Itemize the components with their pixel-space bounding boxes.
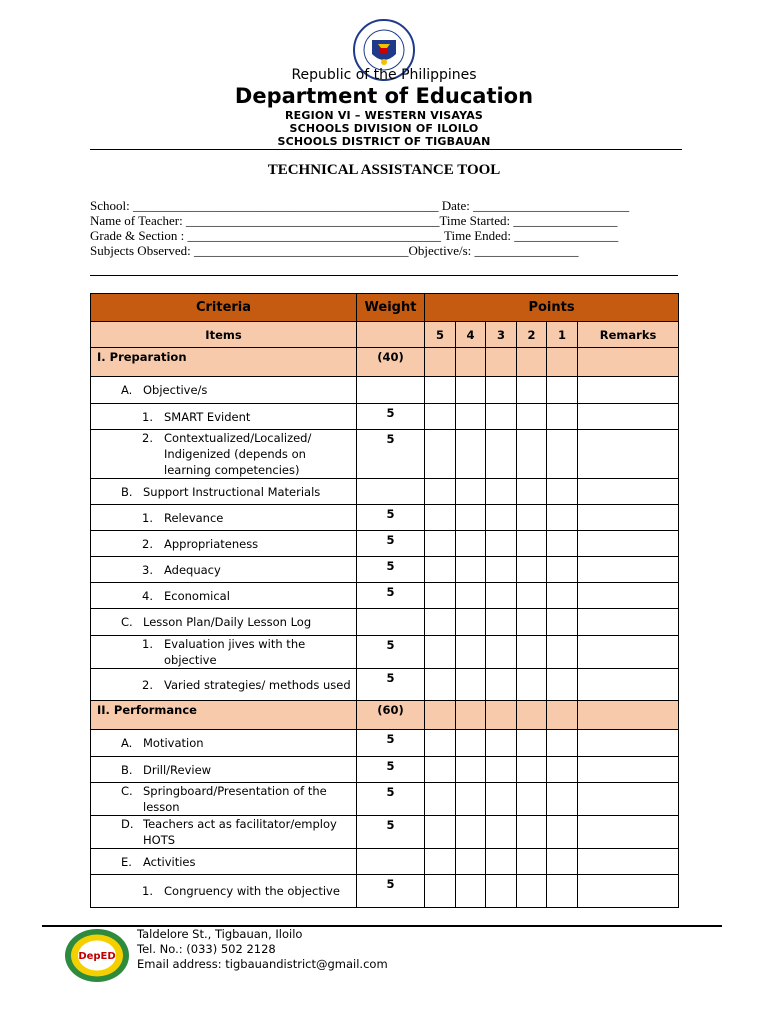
- score-cell[interactable]: [425, 583, 456, 609]
- score-cell[interactable]: [517, 783, 547, 816]
- remarks-cell[interactable]: [578, 783, 679, 816]
- score-cell[interactable]: [517, 348, 547, 377]
- footer-address: Taldelore St., Tigbauan, Iloilo: [137, 927, 303, 941]
- score-cell[interactable]: [517, 377, 547, 404]
- remarks-cell[interactable]: [578, 557, 679, 583]
- score-cell[interactable]: [456, 636, 486, 669]
- score-cell[interactable]: [547, 875, 578, 908]
- score-cell[interactable]: [486, 377, 517, 404]
- score-cell[interactable]: [517, 430, 547, 479]
- score-cell[interactable]: [425, 609, 456, 636]
- fields-divider: [90, 275, 678, 276]
- item-label: Support Instructional Materials: [143, 484, 321, 499]
- division-heading: SCHOOLS DIVISION OF ILOILO: [289, 122, 479, 135]
- item-weight: [357, 849, 425, 875]
- score-cell[interactable]: [547, 730, 578, 757]
- table-row: [91, 531, 679, 557]
- table-header-row: [91, 294, 679, 322]
- score-cell[interactable]: [456, 669, 486, 701]
- score-cell[interactable]: [456, 701, 486, 730]
- score-cell[interactable]: [425, 430, 456, 479]
- item-number: 4.: [142, 588, 153, 603]
- score-cell[interactable]: [547, 757, 578, 783]
- table-row: [91, 669, 679, 701]
- score-cell[interactable]: [517, 669, 547, 701]
- item-weight: 5: [357, 583, 425, 609]
- score-cell[interactable]: [486, 669, 517, 701]
- section-row: [91, 701, 679, 730]
- item-number: B.: [121, 762, 133, 777]
- score-cell[interactable]: [456, 583, 486, 609]
- score-cell[interactable]: [547, 404, 578, 430]
- score-cell[interactable]: [456, 430, 486, 479]
- item-number: 1.: [142, 884, 153, 898]
- score-cell[interactable]: [456, 404, 486, 430]
- score-cell[interactable]: [486, 609, 517, 636]
- points-header: Points: [425, 294, 679, 322]
- item-weight: 5: [357, 669, 425, 701]
- remarks-cell[interactable]: [578, 816, 679, 849]
- score-cell[interactable]: [486, 557, 517, 583]
- item-cell: [91, 816, 357, 849]
- grade-time-ended-field: Grade & Section : _______________________________________ Time Ended: ________________: [90, 228, 619, 243]
- item-cell: [91, 783, 357, 816]
- table-row: [91, 636, 679, 669]
- score-cell[interactable]: [486, 583, 517, 609]
- document-title: TECHNICAL ASSISTANCE TOOL: [267, 162, 501, 178]
- table-row: [91, 849, 679, 875]
- table-row: [91, 430, 679, 479]
- score-cell[interactable]: [517, 531, 547, 557]
- item-label: Motivation: [143, 736, 204, 750]
- score-cell[interactable]: [547, 430, 578, 479]
- score-cell[interactable]: [425, 875, 456, 908]
- item-weight: 5: [357, 531, 425, 557]
- score-cell[interactable]: [517, 404, 547, 430]
- item-label: Drill/Review: [143, 762, 212, 777]
- score-cell[interactable]: [425, 636, 456, 669]
- score-cell[interactable]: [456, 783, 486, 816]
- item-weight: 5: [357, 430, 425, 479]
- item-number: A.: [121, 383, 133, 397]
- item-cell: [91, 609, 357, 636]
- score-cell[interactable]: [547, 816, 578, 849]
- weight-subheader-blank: [357, 322, 425, 348]
- score-cell[interactable]: [547, 505, 578, 531]
- score-cell[interactable]: [425, 377, 456, 404]
- items-header: Items: [91, 322, 357, 348]
- item-label: SMART Evident: [164, 409, 251, 424]
- remarks-cell[interactable]: [578, 609, 679, 636]
- table-row: [91, 583, 679, 609]
- subjects-objectives-field: Subjects Observed: _________________________________Objective/s: ________________: [90, 243, 579, 258]
- score-cell[interactable]: [547, 609, 578, 636]
- item-cell: [91, 505, 357, 531]
- score-cell[interactable]: [425, 849, 456, 875]
- score-cell[interactable]: [517, 636, 547, 669]
- table-row: [91, 505, 679, 531]
- remarks-header: Remarks: [578, 322, 679, 348]
- table-row: [91, 730, 679, 757]
- section-weight: (40): [357, 348, 425, 377]
- republic-heading: Republic of the Philippines: [291, 67, 477, 83]
- header-divider: [90, 149, 682, 150]
- score-cell[interactable]: [486, 479, 517, 505]
- department-heading: Department of Education: [234, 84, 534, 108]
- remarks-cell[interactable]: [578, 669, 679, 701]
- score-cell[interactable]: [425, 783, 456, 816]
- score-cell[interactable]: [456, 875, 486, 908]
- remarks-cell[interactable]: [578, 430, 679, 479]
- table-row: [91, 377, 679, 404]
- item-weight: 5: [357, 757, 425, 783]
- item-number: 1.: [142, 637, 153, 651]
- score-cell[interactable]: [425, 479, 456, 505]
- section-name: I. Preparation: [91, 348, 357, 377]
- points-4-header: 4: [456, 322, 486, 348]
- item-number: 2.: [142, 677, 153, 692]
- item-number: 2.: [142, 536, 153, 551]
- item-label: Evaluation jives with the objective: [164, 637, 306, 667]
- score-cell[interactable]: [517, 849, 547, 875]
- item-number: 1.: [142, 409, 153, 424]
- score-cell[interactable]: [547, 557, 578, 583]
- item-cell: [91, 875, 357, 908]
- table-row: [91, 757, 679, 783]
- item-weight: 5: [357, 816, 425, 849]
- item-cell: [91, 849, 357, 875]
- score-cell[interactable]: [456, 377, 486, 404]
- item-cell: [91, 430, 357, 479]
- remarks-cell[interactable]: [578, 505, 679, 531]
- score-cell[interactable]: [547, 669, 578, 701]
- score-cell[interactable]: [578, 701, 679, 730]
- item-label: Contextualized/Localized/ Indigenized (depends on learning competencies): [164, 431, 312, 477]
- score-cell[interactable]: [456, 348, 486, 377]
- table-row: [91, 816, 679, 849]
- table-row: [91, 557, 679, 583]
- table-subheader-row: [91, 322, 679, 348]
- item-cell: [91, 636, 357, 669]
- remarks-cell[interactable]: [578, 377, 679, 404]
- table-row: [91, 404, 679, 430]
- score-cell[interactable]: [547, 783, 578, 816]
- item-cell: [91, 377, 357, 404]
- item-weight: 5: [357, 505, 425, 531]
- item-label: Relevance: [164, 510, 224, 525]
- score-cell[interactable]: [486, 430, 517, 479]
- score-cell[interactable]: [486, 701, 517, 730]
- score-cell[interactable]: [456, 849, 486, 875]
- score-cell[interactable]: [517, 557, 547, 583]
- table-row: [91, 783, 679, 816]
- table-row: [91, 479, 679, 505]
- item-cell: [91, 557, 357, 583]
- score-cell[interactable]: [517, 875, 547, 908]
- score-cell[interactable]: [486, 505, 517, 531]
- item-weight: 5: [357, 636, 425, 669]
- score-cell[interactable]: [547, 701, 578, 730]
- item-weight: 5: [357, 557, 425, 583]
- item-label: Activities: [143, 854, 196, 869]
- remarks-cell[interactable]: [578, 849, 679, 875]
- item-label: Lesson Plan/Daily Lesson Log: [143, 615, 312, 629]
- score-cell[interactable]: [486, 875, 517, 908]
- score-cell[interactable]: [517, 730, 547, 757]
- item-label: Objective/s: [143, 383, 208, 397]
- table-row: [91, 609, 679, 636]
- item-label: Varied strategies/ methods used: [164, 677, 351, 692]
- district-heading: SCHOOLS DISTRICT OF TIGBAUAN: [277, 135, 491, 148]
- item-label: Adequacy: [164, 562, 221, 577]
- score-cell[interactable]: [425, 348, 456, 377]
- district-seal-text: DepED: [78, 951, 116, 962]
- remarks-cell[interactable]: [578, 583, 679, 609]
- score-cell[interactable]: [517, 479, 547, 505]
- score-cell[interactable]: [456, 479, 486, 505]
- weight-header: Weight: [357, 294, 425, 322]
- score-cell[interactable]: [425, 816, 456, 849]
- score-cell[interactable]: [425, 531, 456, 557]
- item-weight: 5: [357, 875, 425, 908]
- score-cell[interactable]: [456, 609, 486, 636]
- score-cell[interactable]: [456, 816, 486, 849]
- criteria-header: Criteria: [91, 294, 357, 322]
- score-cell[interactable]: [547, 348, 578, 377]
- score-cell[interactable]: [486, 730, 517, 757]
- score-cell[interactable]: [547, 479, 578, 505]
- school-date-field: School: _______________________________________________ Date: ________________________: [90, 198, 630, 213]
- score-cell[interactable]: [547, 377, 578, 404]
- score-cell[interactable]: [486, 531, 517, 557]
- table-row: [91, 875, 679, 908]
- score-cell[interactable]: [517, 609, 547, 636]
- score-cell[interactable]: [517, 505, 547, 531]
- item-number: 2.: [142, 431, 153, 445]
- score-cell[interactable]: [425, 557, 456, 583]
- points-2-header: 2: [517, 322, 547, 348]
- score-cell[interactable]: [517, 816, 547, 849]
- score-cell[interactable]: [486, 348, 517, 377]
- remarks-cell[interactable]: [578, 730, 679, 757]
- remarks-cell[interactable]: [578, 404, 679, 430]
- item-cell: [91, 404, 357, 430]
- item-label: Congruency with the objective: [164, 884, 340, 898]
- score-cell[interactable]: [456, 730, 486, 757]
- score-cell[interactable]: [547, 531, 578, 557]
- item-label: Springboard/Presentation of the lesson: [143, 784, 327, 814]
- score-cell[interactable]: [486, 757, 517, 783]
- score-cell[interactable]: [425, 757, 456, 783]
- footer-telephone: Tel. No.: (033) 502 2128: [137, 942, 276, 956]
- item-number: C.: [121, 615, 133, 629]
- item-cell: [91, 479, 357, 505]
- score-cell[interactable]: [425, 404, 456, 430]
- item-weight: [357, 377, 425, 404]
- score-cell[interactable]: [517, 583, 547, 609]
- score-cell[interactable]: [547, 849, 578, 875]
- item-cell: [91, 531, 357, 557]
- item-weight: [357, 609, 425, 636]
- score-cell[interactable]: [517, 701, 547, 730]
- item-number: 1.: [142, 510, 153, 525]
- score-cell[interactable]: [486, 816, 517, 849]
- score-cell[interactable]: [486, 849, 517, 875]
- score-cell[interactable]: [456, 757, 486, 783]
- score-cell[interactable]: [486, 783, 517, 816]
- item-number: D.: [121, 817, 134, 831]
- score-cell[interactable]: [486, 636, 517, 669]
- remarks-cell[interactable]: [578, 636, 679, 669]
- item-weight: 5: [357, 404, 425, 430]
- item-number: C.: [121, 784, 133, 798]
- item-number: B.: [121, 484, 133, 499]
- item-label: Appropriateness: [164, 536, 259, 551]
- item-weight: 5: [357, 730, 425, 757]
- score-cell[interactable]: [425, 669, 456, 701]
- remarks-cell[interactable]: [578, 479, 679, 505]
- item-cell: [91, 583, 357, 609]
- points-5-header: 5: [425, 322, 456, 348]
- district-seal-logo: [64, 928, 130, 983]
- section-name: II. Performance: [91, 701, 357, 730]
- score-cell[interactable]: [425, 730, 456, 757]
- points-3-header: 3: [486, 322, 517, 348]
- item-label: Economical: [164, 588, 230, 603]
- points-1-header: 1: [547, 322, 578, 348]
- score-cell[interactable]: [517, 757, 547, 783]
- score-cell[interactable]: [547, 583, 578, 609]
- item-number: 3.: [142, 562, 153, 577]
- score-cell[interactable]: [486, 404, 517, 430]
- item-cell: [91, 669, 357, 701]
- item-cell: [91, 730, 357, 757]
- teacher-time-started-field: Name of Teacher: _______________________________________Time Started: ________________: [90, 213, 618, 228]
- section-row: [91, 348, 679, 377]
- score-cell[interactable]: [578, 348, 679, 377]
- region-heading: REGION VI – WESTERN VISAYAS: [284, 109, 484, 122]
- score-cell[interactable]: [456, 557, 486, 583]
- score-cell[interactable]: [547, 636, 578, 669]
- footer-email: Email address: tigbauandistrict@gmail.com: [137, 957, 388, 971]
- item-weight: 5: [357, 783, 425, 816]
- item-label: Teachers act as facilitator/employ HOTS: [143, 817, 337, 847]
- remarks-cell[interactable]: [578, 875, 679, 908]
- assessment-table: [90, 293, 679, 908]
- item-weight: [357, 479, 425, 505]
- section-weight: (60): [357, 701, 425, 730]
- remarks-cell[interactable]: [578, 531, 679, 557]
- item-number: A.: [121, 736, 133, 750]
- score-cell[interactable]: [456, 531, 486, 557]
- item-cell: [91, 757, 357, 783]
- item-number: E.: [121, 854, 132, 869]
- remarks-cell[interactable]: [578, 757, 679, 783]
- score-cell[interactable]: [425, 505, 456, 531]
- score-cell[interactable]: [425, 701, 456, 730]
- score-cell[interactable]: [456, 505, 486, 531]
